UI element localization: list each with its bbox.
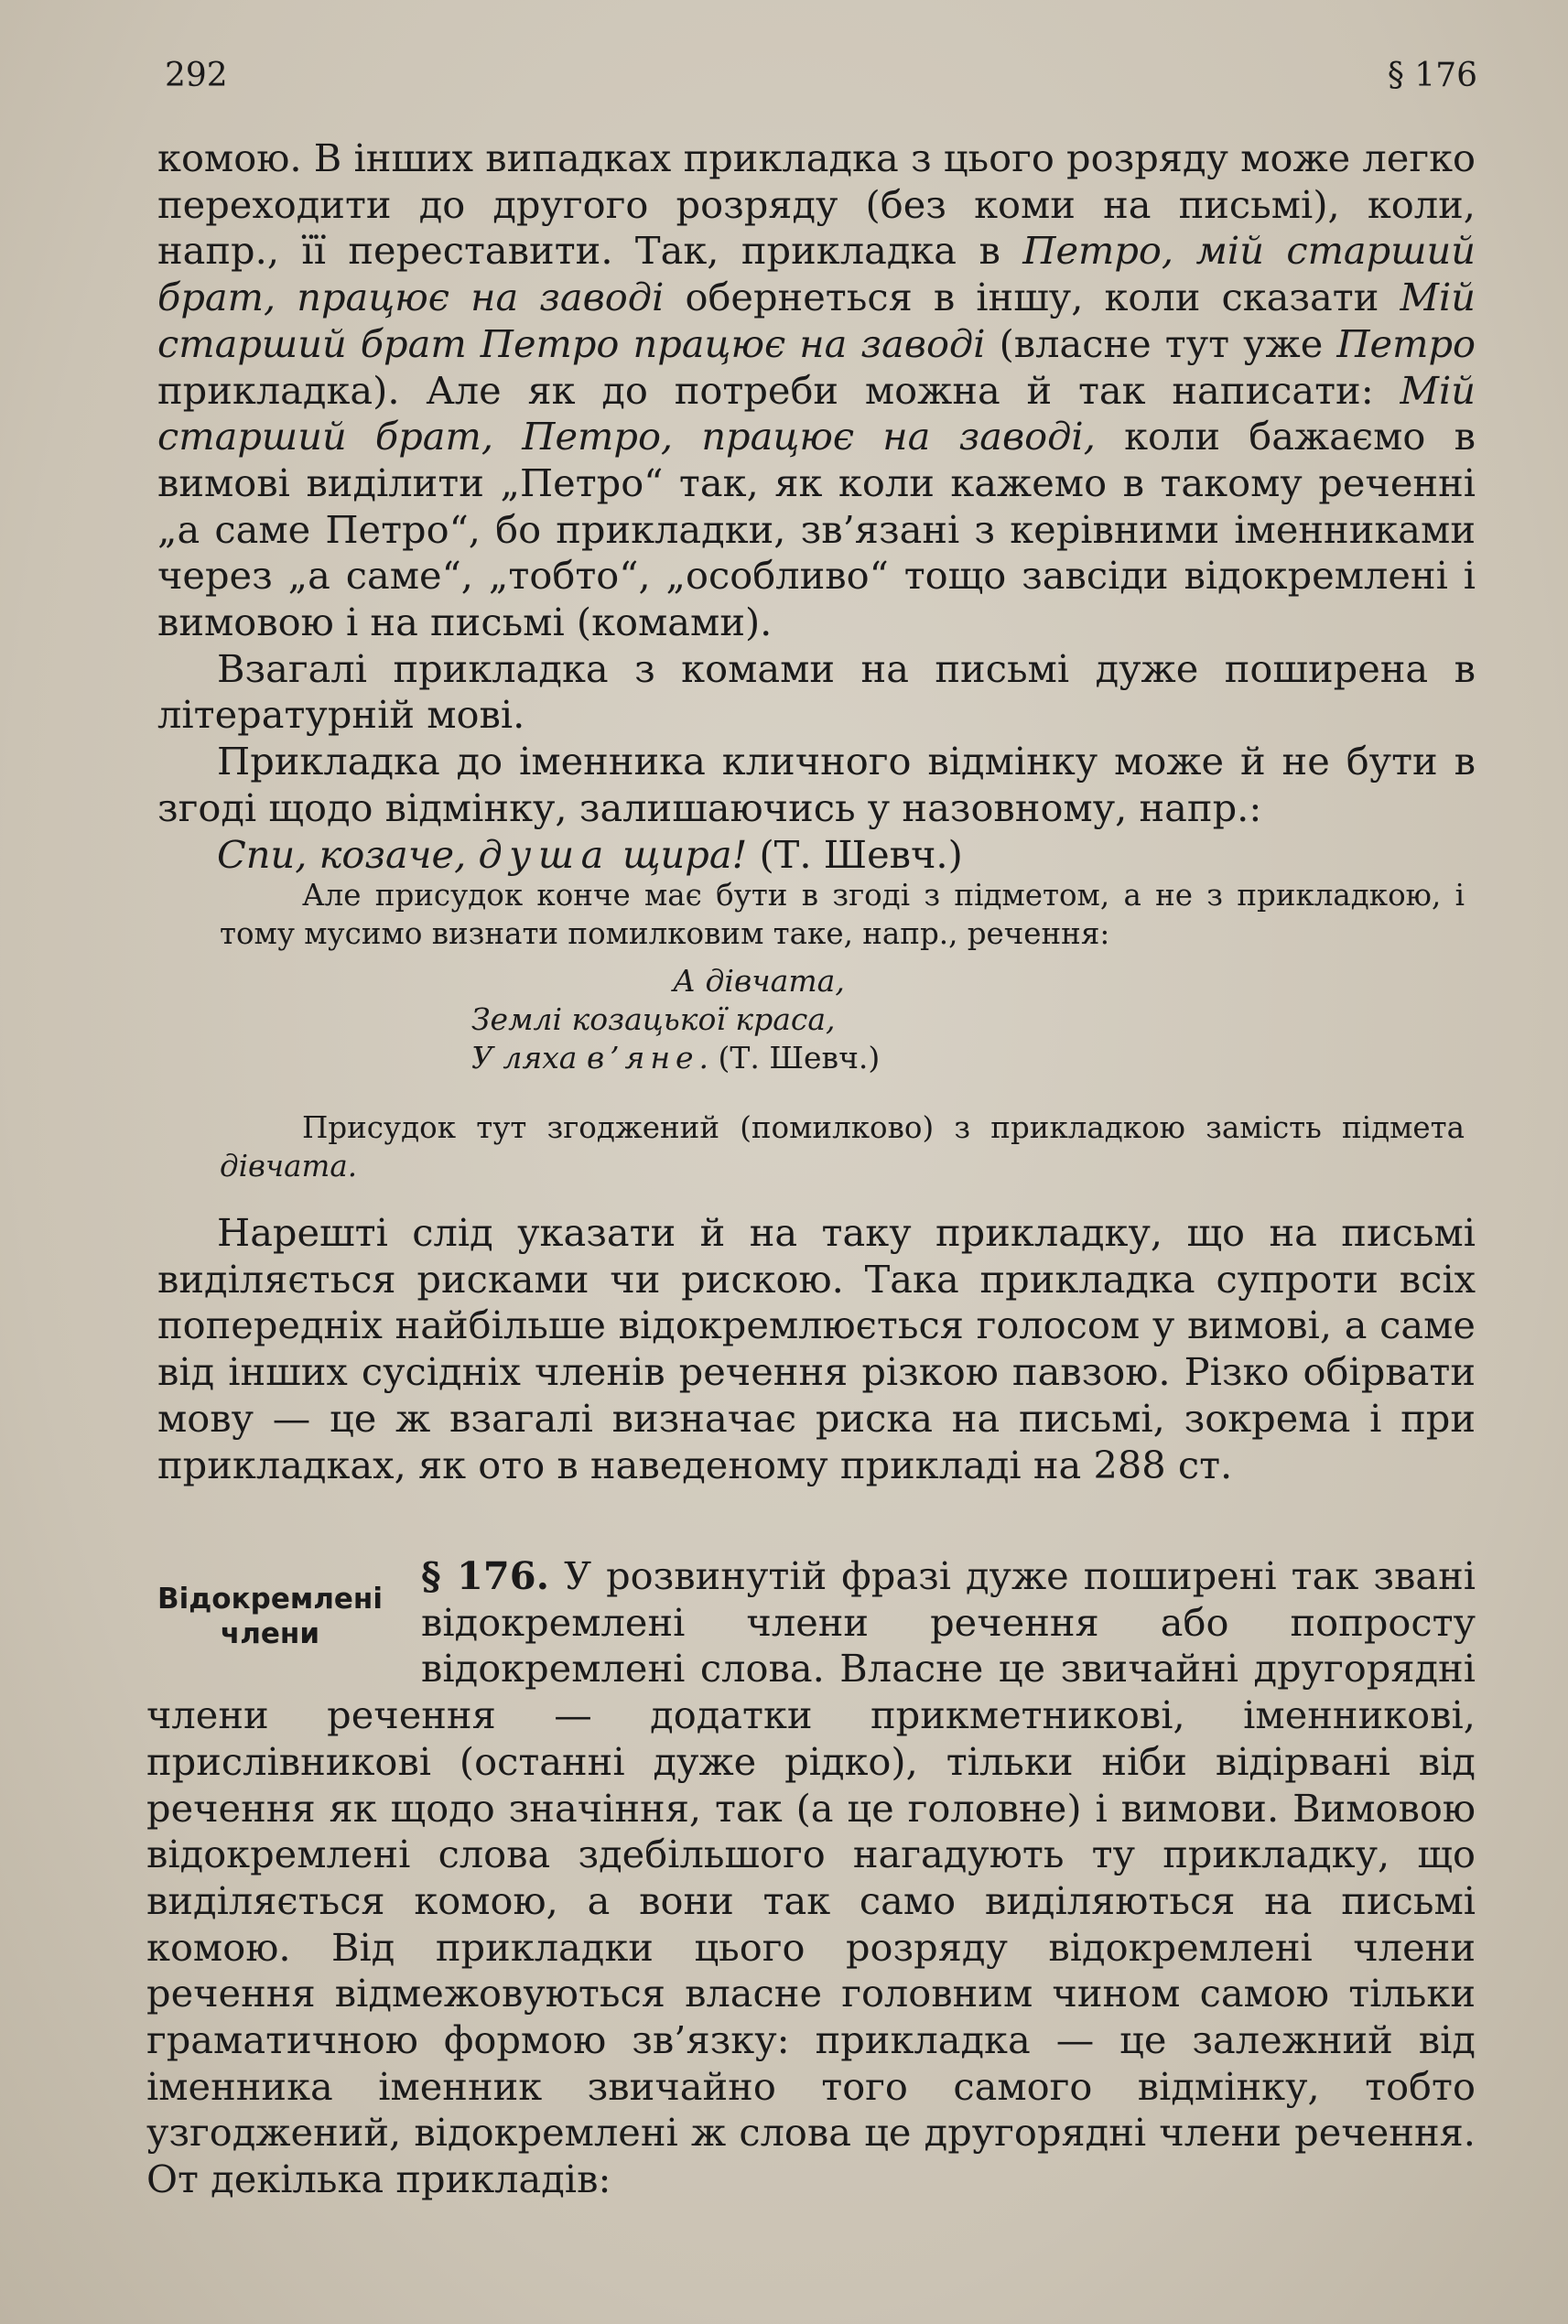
margin-heading: Відокремлені члени bbox=[157, 1583, 383, 1650]
small-print-note bbox=[220, 876, 1465, 1185]
example-italic: Мій старший брат, Петро, працює на заводі, bbox=[157, 367, 1476, 459]
margin-spacer bbox=[146, 1553, 421, 1692]
running-head bbox=[165, 53, 1477, 99]
page-number: 292 bbox=[165, 57, 228, 94]
text-block-1 bbox=[157, 135, 1476, 878]
section-176 bbox=[146, 1553, 1476, 2203]
example-shevchenko-1: Спи, козаче, душа щира! (Т. Шевч.) bbox=[217, 831, 963, 877]
verse-line-2: Землі козацької краса, bbox=[471, 1001, 836, 1037]
verse-quote bbox=[220, 962, 1465, 1077]
paragraph-literary-use: Взагалі прикладка з комами на письмі дуже поширена в літературній мові. bbox=[157, 645, 1476, 738]
verse-line-1: А дівчата, bbox=[673, 963, 845, 999]
paragraph-vocative: Прикладка до іменника кличного відмінку може й не бути в згоді щодо відмінку, залишаючись у назовному, напр.: bbox=[157, 739, 1476, 830]
section-176-text: § 176. У розвинутій фразі дуже поширені так звані відокремлені члени речення або попросту відокремлені слова. Власне це звичайні другорядні члени речення — додатки прикметникові, іменникові, прислівникові (останні дуже рідко), тільки ніби відірвані від речення як щодо значіння, так (а це головне) і вимови. Вимовою відокремлені слова здебільшого нагадують ту прикладку, що виділяється комою, а вони так само виділяються на письмі комою. Від прикладки цього розряду відокремлені члени речення відмежовуються власне головним чином самою тільки граматичною формою зв’язку: прикладка — це залежний від іменника іменник звичайно того самого відмінку, тобто узгоджений, відокремлені ж слова це другорядні члени речення. От декілька прикладів: bbox=[146, 1553, 1476, 2202]
paragraph-dash-apposition: Нарешті слід указати й на таку прикладку, що на письмі виділяється рисками чи рискою. Така прикладка супроти всіх попередніх найбільше відокремлюється голосом у вимові, а саме від інших сусідніх членів речення різкою павзою. Різко обірвати мову — це ж взагалі визначає риска на письмі, зокрема і при прикладках, як ото в наведеному прикладі на 288 ст. bbox=[157, 1210, 1476, 1487]
verse-line-3: У ляха в’яне. (Т. Шевч.) bbox=[471, 1040, 881, 1076]
example-italic: Мій старший брат Петро працює на заводі bbox=[157, 275, 1476, 366]
note-predicate-error: Присудок тут згоджений (помилково) з прикладкою замість підмета дівчата. bbox=[220, 1110, 1465, 1184]
example-italic: Петро bbox=[1336, 320, 1476, 366]
text-block-2 bbox=[157, 1210, 1476, 1488]
section-reference: § 176 bbox=[1387, 57, 1477, 94]
note-predicate-agreement: Але присудок конче має бути в згоді з підметом, а не з прикладкою, і тому мусимо визнати помилковим таке, напр., речення: bbox=[220, 878, 1465, 951]
example-italic: Петро, мій старший брат, працює на заводі bbox=[157, 228, 1476, 320]
section-number: § 176. bbox=[421, 1553, 550, 1598]
paragraph-apposition-comma: комою. В інших випадках прикладка з цього розряду може легко переходити до другого розряду (без коми на письмі), коли, напр., її переставити. Так, прикладка в Петро, мій старший брат, працює на заводі обернеться в іншу, коли сказати Мій старший брат Петро працює на заводі (власне тут уже Петро прикладка). Але як до потреби можна й так написати: Мій старший брат, Петро, працює на заводі, коли бажаємо в вимові виділити „Петро“ так, як коли кажемо в такому реченні „а саме Петро“, бо прикладки, зв’язані з керівними іменниками через „а саме“, „тобто“, „особливо“ тощо завсіди відокремлені і вимовою і на письмі (комами). bbox=[157, 135, 1476, 645]
